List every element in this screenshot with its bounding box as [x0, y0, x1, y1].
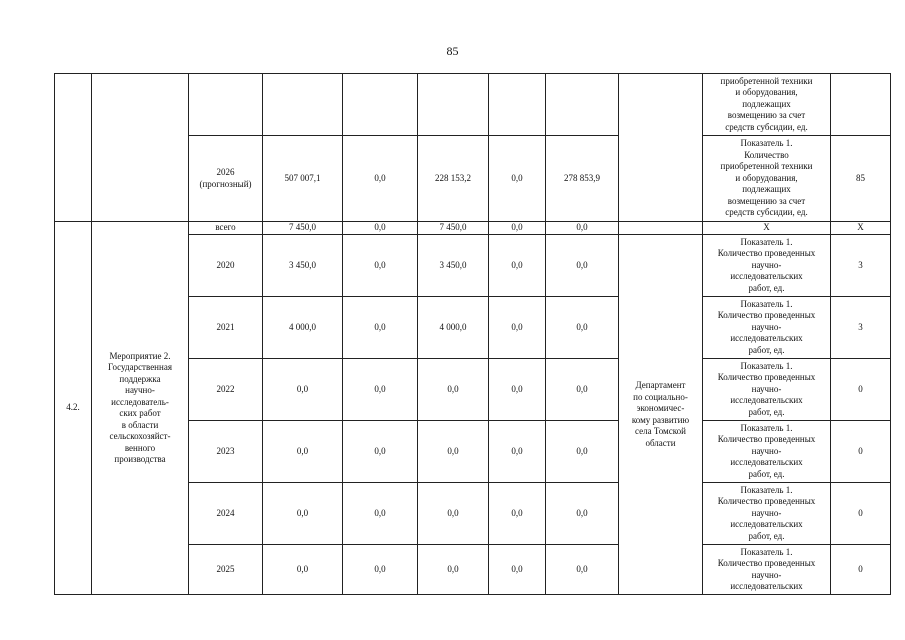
total-cell: 4 000,0	[263, 297, 343, 359]
other-cell: 0,0	[546, 359, 619, 421]
indicator-value-cell: 0	[831, 421, 891, 483]
regional-cell: 0,0	[418, 545, 489, 595]
name-cell: Мероприятие 2. Государственная поддержка научно- исследователь- ских работ в области сельскохозяйст- венного производства	[92, 222, 189, 595]
indicator-value-cell: 0	[831, 359, 891, 421]
local-cell: 0,0	[489, 421, 546, 483]
other-cell: 0,0	[546, 545, 619, 595]
federal-cell: 0,0	[343, 421, 418, 483]
executor-cell: Департамент по социально- экономичес- кому развитию села Томской области	[619, 235, 703, 595]
executor-cell	[619, 74, 703, 222]
local-cell: 0,0	[489, 545, 546, 595]
year-cell: всего	[189, 222, 263, 235]
year-cell: 2022	[189, 359, 263, 421]
total-cell: 507 007,1	[263, 136, 343, 222]
regional-cell: 0,0	[418, 359, 489, 421]
indicator-value-cell: 0	[831, 483, 891, 545]
federal-cell: 0,0	[343, 359, 418, 421]
regional-cell: 228 153,2	[418, 136, 489, 222]
local-cell: 0,0	[489, 222, 546, 235]
regional-cell: 0,0	[418, 421, 489, 483]
regional-cell: 4 000,0	[418, 297, 489, 359]
table-row	[55, 222, 891, 235]
total-cell: 0,0	[263, 359, 343, 421]
federal-cell: 0,0	[343, 545, 418, 595]
year-cell: 2023	[189, 421, 263, 483]
other-cell: 0,0	[546, 421, 619, 483]
indicator-cell: Показатель 1. Количество проведенных научно- исследовательских работ, ед.	[703, 421, 831, 483]
local-cell: 0,0	[489, 297, 546, 359]
federal-cell: 0,0	[343, 222, 418, 235]
other-cell	[546, 74, 619, 136]
indicator-cell: Показатель 1. Количество проведенных научно- исследовательских работ, ед.	[703, 297, 831, 359]
indicator-cell: Показатель 1. Количество проведенных научно- исследовательских работ, ед.	[703, 483, 831, 545]
federal-cell: 0,0	[343, 235, 418, 297]
total-cell: 0,0	[263, 421, 343, 483]
indicator-cell: приобретенной техники и оборудования, подлежащих возмещению за счет средств субсидии, ед.	[703, 74, 831, 136]
indicator-value-cell: 0	[831, 545, 891, 595]
row-number-cell	[55, 74, 92, 222]
federal-cell: 0,0	[343, 297, 418, 359]
budget-table	[54, 73, 891, 595]
year-cell: 2026 (прогнозный)	[189, 136, 263, 222]
indicator-cell: Показатель 1. Количество проведенных научно- исследовательских работ, ед.	[703, 359, 831, 421]
row-number-cell: 4.2.	[55, 222, 92, 595]
total-cell: 0,0	[263, 483, 343, 545]
federal-cell	[343, 74, 418, 136]
federal-cell: 0,0	[343, 136, 418, 222]
total-cell	[263, 74, 343, 136]
indicator-cell: Показатель 1. Количество проведенных научно- исследовательских работ, ед.	[703, 235, 831, 297]
year-cell: 2025	[189, 545, 263, 595]
local-cell: 0,0	[489, 235, 546, 297]
page-number: 85	[446, 44, 459, 58]
indicator-value-cell	[831, 74, 891, 136]
other-cell: 0,0	[546, 297, 619, 359]
total-cell: 3 450,0	[263, 235, 343, 297]
regional-cell: 3 450,0	[418, 235, 489, 297]
local-cell: 0,0	[489, 359, 546, 421]
total-cell: 0,0	[263, 545, 343, 595]
indicator-value-cell: 85	[831, 136, 891, 222]
indicator-value-cell: 3	[831, 235, 891, 297]
federal-cell: 0,0	[343, 483, 418, 545]
year-cell: 2021	[189, 297, 263, 359]
regional-cell: 7 450,0	[418, 222, 489, 235]
executor-cell	[619, 222, 703, 235]
name-cell	[92, 74, 189, 222]
local-cell	[489, 74, 546, 136]
indicator-cell: Х	[703, 222, 831, 235]
regional-cell: 0,0	[418, 483, 489, 545]
year-cell	[189, 74, 263, 136]
year-cell: 2020	[189, 235, 263, 297]
indicator-cell: Показатель 1. Количество проведенных научно- исследовательских	[703, 545, 831, 595]
indicator-cell: Показатель 1. Количество приобретенной техники и оборудования, подлежащих возмещению за счет средств субсидии, ед.	[703, 136, 831, 222]
regional-cell	[418, 74, 489, 136]
local-cell: 0,0	[489, 136, 546, 222]
other-cell: 278 853,9	[546, 136, 619, 222]
other-cell: 0,0	[546, 483, 619, 545]
indicator-value-cell: Х	[831, 222, 891, 235]
local-cell: 0,0	[489, 483, 546, 545]
total-cell: 7 450,0	[263, 222, 343, 235]
table-row	[55, 74, 891, 136]
other-cell: 0,0	[546, 235, 619, 297]
indicator-value-cell: 3	[831, 297, 891, 359]
year-cell: 2024	[189, 483, 263, 545]
other-cell: 0,0	[546, 222, 619, 235]
